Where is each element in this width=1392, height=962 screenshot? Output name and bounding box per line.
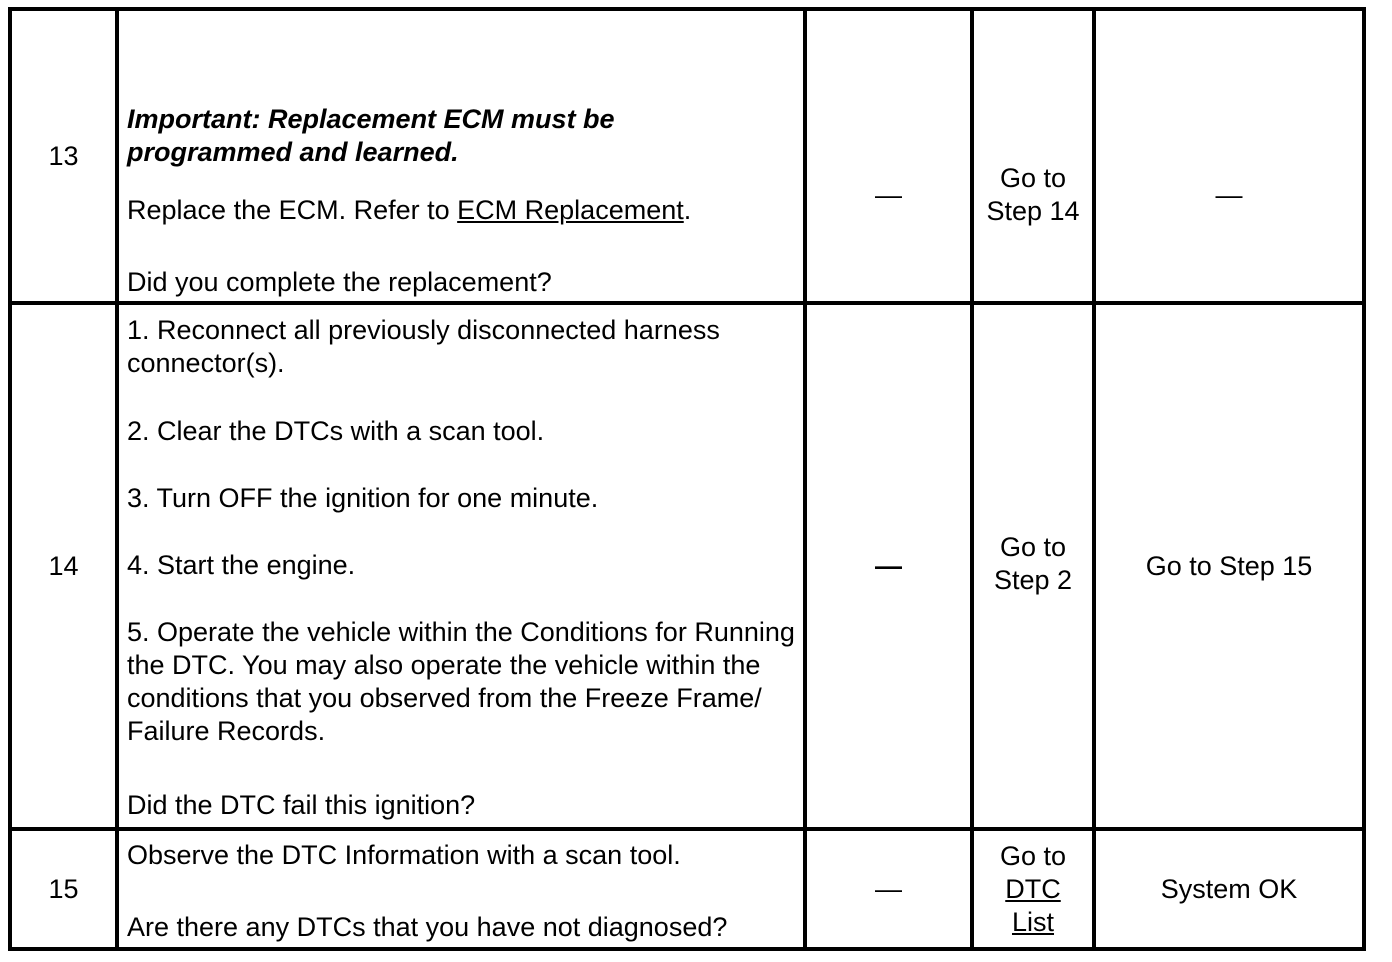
value-cell xyxy=(805,829,972,949)
ecm-replacement-link[interactable]: ECM Replacement xyxy=(457,195,684,225)
no-cell xyxy=(1094,9,1364,303)
value-cell xyxy=(805,303,972,829)
value-dash: — xyxy=(875,873,902,904)
action-cell xyxy=(117,829,805,949)
replace-text: Replace the ECM. Refer to xyxy=(127,195,458,225)
yes-step-label: Step 2 xyxy=(993,565,1073,595)
question-text: Did the DTC fail this ignition? xyxy=(127,790,476,820)
table-row xyxy=(10,829,1364,949)
value-dash: — xyxy=(875,550,902,581)
no-result-label: System OK xyxy=(1160,873,1298,904)
important-note: Important: Replacement ECM must be programmed and learned. xyxy=(127,104,615,167)
instruction-item-2: 2. Clear the DTCs with a scan tool. xyxy=(127,416,545,446)
dtc-list-link-line2[interactable]: List xyxy=(1011,906,1055,937)
instruction-item-3: 3. Turn OFF the ignition for one minute. xyxy=(127,483,599,513)
instruction-text: Observe the DTC Information with a scan tool. xyxy=(127,840,681,870)
no-cell xyxy=(1094,829,1364,949)
replace-suffix: . xyxy=(683,195,692,225)
no-dash: — xyxy=(1215,179,1243,210)
table-row xyxy=(10,303,1364,829)
instruction-item-1: 1. Reconnect all previously disconnected harness connector(s). xyxy=(127,315,720,378)
step-number-text: 14 xyxy=(48,550,79,581)
dtc-list-link[interactable]: DTC xyxy=(1005,873,1061,904)
no-goto-label: Go to Step 15 xyxy=(1145,550,1313,581)
diagnostic-steps-table xyxy=(8,7,1366,951)
yes-cell xyxy=(972,9,1094,303)
yes-step-label: Step 14 xyxy=(986,195,1080,226)
value-cell xyxy=(805,9,972,303)
step-number-text: 15 xyxy=(48,873,79,904)
yes-goto-label: Go to xyxy=(999,162,1067,193)
step-number xyxy=(10,9,117,303)
yes-cell xyxy=(972,303,1094,829)
instruction-item-5: 5. Operate the vehicle within the Conditions for Running the DTC. You may also operate the vehicle within the conditions that you observed from the Freeze Frame/ Failure Records. xyxy=(127,617,795,746)
table-row xyxy=(10,9,1364,303)
value-dash: — xyxy=(875,179,902,210)
step-number-text: 13 xyxy=(48,140,79,171)
yes-goto-label: Go to xyxy=(999,840,1067,871)
action-cell xyxy=(117,9,805,303)
replace-instruction xyxy=(127,194,691,227)
yes-cell xyxy=(972,829,1094,949)
yes-goto-label: Go to xyxy=(999,532,1067,562)
instruction-item-4: 4. Start the engine. xyxy=(127,550,356,580)
no-cell xyxy=(1094,303,1364,829)
step-number xyxy=(10,829,117,949)
action-cell xyxy=(117,303,805,829)
step-number xyxy=(10,303,117,829)
question-text: Did you complete the replacement? xyxy=(127,267,552,297)
question-text: Are there any DTCs that you have not diagnosed? xyxy=(127,912,728,942)
